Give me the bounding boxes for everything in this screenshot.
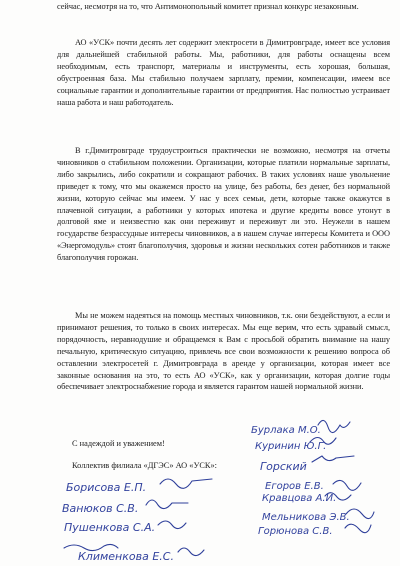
signature-line: Коллектив филиала «ДГЭС» АО «УСК»: (72, 461, 217, 470)
signature-3: Горский (260, 460, 307, 473)
signature-10: Пушенкова С.А. (64, 521, 156, 534)
closing-line: С надеждой и уважением! (72, 439, 165, 448)
paragraph-4: Мы не можем надеяться на помощь местных чиновников, т.к. они бездействуют, а если и принимают решения, то только в своих интересах. Мы еще верим, что есть здравый смысл, порядочность, неравнодушие и обращаемся к Вам с просьбой обратить внимание на нашу печальную, критическую ситуацию, привлечь все свои возможности к решению вопроса об оставлении электросетей г. Димитровграда в аренде у организации, которая имеет все законные основания на это, то есть АО «УСК», как у организации, которая долгие годы обеспечивает электроснабжение города и является гарантом нашей нормальной жизни. (57, 311, 390, 392)
signature-5: Кравцова А.И. (262, 493, 337, 504)
signature-8: Борисова Е.П. (66, 481, 147, 494)
signature-11: Клименкова Е.С. (78, 550, 174, 563)
signature-9: Ванюков С.В. (62, 502, 139, 515)
paragraph-1: сейчас, несмотря на то, что Антимонопольный комитет признал конкурс незаконным. (57, 2, 359, 11)
signature-7: Горюнова С.В. (258, 526, 333, 537)
signature-2: Куринин Ю.Г. (255, 441, 327, 452)
paragraph-2: АО «УСК» почти десять лет содержит электросети в Димитровграде, имеет все условия для дальнейшей стабильной работы. Мы, работники, для работы оснащены всем необходимым, есть транспорт, материалы и инструменты, есть хорошая, большая, обустроенная база. Мы стабильно получаем зарплату, премии, компенсации, имеем все социальные гарантии и дополнительные гарантии от предприятия. Нас полностью устраивает наша работа и наш работодатель. (57, 38, 390, 107)
signature-6: Мельникова Э.В. (262, 512, 350, 523)
signature-4: Егоров Е.В. (265, 481, 324, 492)
paragraph-3: В г.Димитровграде трудоустроиться практически не возможно, несмотря на отчеты чиновников о стабильном положении. Организации, которые платили нормальные зарплаты, либо закрылись, либо сократили и сокращают рабочих. В таких условиях наше увольнение приведет к тому, что мы окажемся просто на улице, без работы, без денег, без нормальной жизни, которую сейчас мы имеем. У нас у всех семьи, дети, которые также окажутся в плачевной ситуации, а работники у которых ипотека и другие кредиты вовсе утонут в долговой яме и неизвестно как они переживут и переживут ли это. Неужели в нашем государстве безраcсудные интересы чиновников, а в нашем случае интересы Комитета и ООО «Энергомодуль» стоят благополучия, здоровья и жизни нескольких сотен работников и также благополучия горожан. (57, 146, 390, 263)
signature-1: Бурлака М.О. (251, 425, 321, 436)
